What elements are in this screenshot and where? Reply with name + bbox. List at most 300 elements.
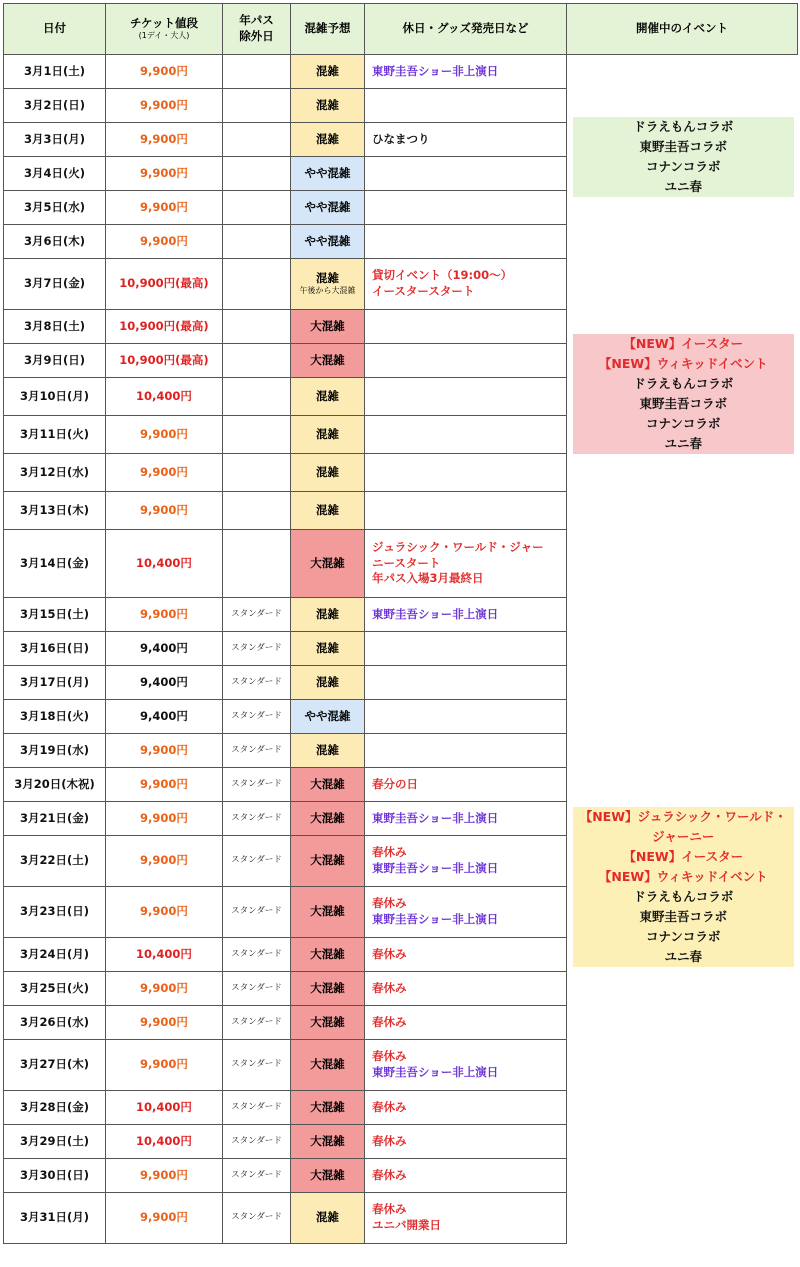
pass-exclusion-cell (223, 1159, 291, 1193)
crowd-forecast-cell (291, 1193, 365, 1244)
pass-text: スタンダード (231, 1212, 282, 1223)
price-cell (106, 1006, 223, 1040)
info-line: イースタースタート (372, 284, 475, 298)
date-cell (4, 123, 106, 157)
date-text: 3月25日(火) (19, 980, 90, 995)
date-cell (4, 802, 106, 836)
pass-text: スタンダード (231, 608, 282, 619)
date-text: 3月24日(月) (19, 946, 90, 961)
crowd-forecast-cell (291, 802, 365, 836)
pass-exclusion-cell (223, 1040, 291, 1091)
pass-exclusion-cell (223, 191, 291, 225)
crowd-level-text: 混雑 (316, 640, 339, 655)
header-row (4, 4, 798, 55)
header-pass-line2: 除外日 (239, 29, 274, 43)
pass-text: スタンダード (231, 744, 282, 755)
header-crowd (291, 4, 365, 55)
date-cell (4, 259, 106, 310)
header-pass (223, 4, 291, 55)
event-line: コナンコラボ (646, 928, 721, 944)
date-cell (4, 55, 106, 89)
info-cell (365, 700, 567, 734)
crowd-forecast-cell (291, 378, 365, 416)
date-cell (4, 700, 106, 734)
date-cell (4, 310, 106, 344)
crowd-level-text: 混雑 (316, 270, 339, 285)
date-text: 3月7日(金) (23, 276, 85, 291)
crowd-level-text: 大混雑 (310, 853, 345, 868)
info-cell (365, 416, 567, 454)
crowd-level-text: 混雑 (316, 464, 339, 479)
price-cell (106, 1159, 223, 1193)
info-line: ユニバ開業日 (372, 1218, 441, 1232)
price-cell (106, 938, 223, 972)
info-line: 春休み (372, 1167, 407, 1182)
date-cell (4, 734, 106, 768)
info-cell (365, 1193, 567, 1244)
info-line: 春休み (372, 980, 407, 995)
crowd-forecast-cell (291, 492, 365, 530)
date-cell (4, 666, 106, 700)
info-line: 東野圭吾ショー非上演日 (372, 861, 499, 875)
price-text: 9,400円 (140, 640, 188, 655)
crowd-level-text: 大混雑 (310, 980, 345, 995)
date-text: 3月19日(水) (19, 742, 90, 757)
price-text: 9,900円 (140, 426, 188, 441)
date-text: 3月11日(火) (19, 426, 90, 441)
crowd-level-text: 混雑 (316, 131, 339, 146)
price-cell (106, 802, 223, 836)
header-price (106, 4, 223, 55)
pass-exclusion-cell (223, 972, 291, 1006)
price-cell (106, 310, 223, 344)
info-cell (365, 734, 567, 768)
info-cell (365, 378, 567, 416)
date-text: 3月27日(木) (19, 1057, 90, 1072)
pass-exclusion-cell (223, 55, 291, 89)
date-text: 3月14日(金) (19, 555, 90, 570)
crowd-note-text: 午後から大混雑 (299, 286, 356, 296)
date-text: 3月3日(月) (23, 131, 85, 146)
price-text: 9,900円 (140, 1210, 188, 1225)
price-cell (106, 700, 223, 734)
crowd-level-text: 大混雑 (310, 1057, 345, 1072)
event-line: 東野圭吾コラボ (639, 908, 727, 924)
date-cell (4, 530, 106, 598)
info-cell (365, 632, 567, 666)
date-text: 3月22日(土) (19, 853, 90, 868)
info-cell (365, 598, 567, 632)
price-cell (106, 454, 223, 492)
events-box (573, 117, 794, 197)
crowd-forecast-cell (291, 89, 365, 123)
date-text: 3月13日(木) (19, 502, 90, 517)
info-line: 春休み (372, 1202, 407, 1217)
info-line: 東野圭吾ショー非上演日 (372, 63, 499, 78)
date-text: 3月23日(日) (19, 904, 90, 919)
price-cell (106, 492, 223, 530)
price-text: 9,900円 (140, 464, 188, 479)
header-crowd-label: 混雑予想 (304, 21, 351, 36)
crowd-forecast-cell (291, 938, 365, 972)
price-cell (106, 55, 223, 89)
pass-exclusion-cell (223, 836, 291, 887)
pass-exclusion-cell (223, 1193, 291, 1244)
crowd-forecast-cell (291, 310, 365, 344)
date-text: 3月1日(土) (23, 63, 85, 78)
crowd-forecast-cell (291, 734, 365, 768)
price-text: 9,900円 (140, 853, 188, 868)
info-cell (365, 666, 567, 700)
price-text: 10,900円(最高) (119, 276, 209, 291)
info-cell (365, 344, 567, 378)
crowd-level-text: 混雑 (316, 674, 339, 689)
price-text: 10,400円 (136, 1099, 192, 1114)
info-line: 春休み (372, 1014, 407, 1029)
pass-exclusion-cell (223, 123, 291, 157)
info-cell (365, 259, 567, 310)
price-text: 9,900円 (140, 980, 188, 995)
price-cell (106, 972, 223, 1006)
crowd-level-text: 混雑 (316, 426, 339, 441)
crowd-forecast-cell (291, 191, 365, 225)
price-text: 9,400円 (140, 708, 188, 723)
price-text: 9,900円 (140, 606, 188, 621)
info-line: 春分の日 (372, 776, 418, 791)
price-text: 9,900円 (140, 1014, 188, 1029)
info-line: 春休み (372, 1133, 407, 1148)
price-cell (106, 89, 223, 123)
crowd-forecast-cell (291, 123, 365, 157)
crowd-forecast-cell (291, 836, 365, 887)
crowd-level-text: 大混雑 (310, 776, 345, 791)
price-text: 10,900円(最高) (119, 352, 209, 367)
crowd-level-text: 混雑 (316, 606, 339, 621)
price-cell (106, 666, 223, 700)
date-text: 3月21日(金) (19, 810, 90, 825)
info-line: 東野圭吾ショー非上演日 (372, 810, 499, 825)
pass-exclusion-cell (223, 454, 291, 492)
header-price-label: チケット値段 (130, 15, 198, 30)
crowd-forecast-cell (291, 259, 365, 310)
info-line: 春休み (372, 1099, 407, 1114)
crowd-forecast-cell (291, 700, 365, 734)
crowd-forecast-cell (291, 768, 365, 802)
pass-text: スタンダード (231, 1016, 282, 1027)
date-cell (4, 492, 106, 530)
date-text: 3月5日(水) (23, 199, 85, 214)
price-cell (106, 259, 223, 310)
header-pass-line1: 年パス (239, 13, 274, 28)
date-text: 3月26日(水) (19, 1014, 90, 1029)
date-cell (4, 454, 106, 492)
crowd-level-text: やや混雑 (304, 199, 351, 214)
header-info (365, 4, 567, 55)
price-cell (106, 734, 223, 768)
info-cell (365, 768, 567, 802)
pass-exclusion-cell (223, 598, 291, 632)
pass-exclusion-cell (223, 666, 291, 700)
pass-exclusion-cell (223, 157, 291, 191)
price-cell (106, 887, 223, 938)
price-cell (106, 1193, 223, 1244)
price-text: 9,900円 (140, 810, 188, 825)
price-cell (106, 378, 223, 416)
price-text: 10,900円(最高) (119, 318, 209, 333)
crowd-level-text: 大混雑 (310, 1167, 345, 1182)
info-cell (365, 225, 567, 259)
pass-exclusion-cell (223, 887, 291, 938)
pass-exclusion-cell (223, 768, 291, 802)
date-text: 3月16日(日) (19, 640, 90, 655)
pass-text: スタンダード (231, 1059, 282, 1070)
pass-exclusion-cell (223, 734, 291, 768)
crowd-level-text: 混雑 (316, 97, 339, 112)
events-cell (567, 259, 798, 530)
crowd-level-text: 大混雑 (310, 352, 345, 367)
events-box (573, 807, 794, 967)
crowd-level-text: 混雑 (316, 388, 339, 403)
price-text: 10,400円 (136, 555, 192, 570)
pass-exclusion-cell (223, 378, 291, 416)
price-cell (106, 416, 223, 454)
date-cell (4, 1091, 106, 1125)
price-text: 10,400円 (136, 946, 192, 961)
pass-text: スタンダード (231, 812, 282, 823)
price-cell (106, 598, 223, 632)
pass-text: スタンダード (231, 710, 282, 721)
info-cell (365, 89, 567, 123)
pass-exclusion-cell (223, 700, 291, 734)
price-cell (106, 1125, 223, 1159)
crowd-forecast-cell (291, 157, 365, 191)
price-cell (106, 157, 223, 191)
event-line: 【NEW】ウィキッドイベント (598, 868, 768, 884)
info-cell (365, 191, 567, 225)
crowd-level-text: 大混雑 (310, 1014, 345, 1029)
crowd-forecast-cell (291, 887, 365, 938)
info-cell (365, 1040, 567, 1091)
info-cell (365, 1006, 567, 1040)
price-text: 9,900円 (140, 233, 188, 248)
crowd-forecast-cell (291, 1125, 365, 1159)
crowd-forecast-cell (291, 598, 365, 632)
header-info-label: 休日・グッズ発売日など (402, 21, 529, 36)
info-cell (365, 310, 567, 344)
date-text: 3月4日(火) (23, 165, 85, 180)
crowd-calendar-table (3, 3, 798, 1244)
crowd-forecast-cell (291, 416, 365, 454)
table-row (4, 259, 798, 310)
price-cell (106, 123, 223, 157)
crowd-forecast-cell (291, 225, 365, 259)
price-cell (106, 191, 223, 225)
date-text: 3月18日(火) (19, 708, 90, 723)
event-line: コナンコラボ (646, 158, 721, 174)
price-text: 9,900円 (140, 502, 188, 517)
crowd-forecast-cell (291, 1006, 365, 1040)
price-cell (106, 530, 223, 598)
info-line: 春休み (372, 1049, 407, 1064)
price-text: 9,900円 (140, 165, 188, 180)
event-line: ユニ春 (664, 178, 702, 194)
price-text: 10,400円 (136, 388, 192, 403)
date-text: 3月20日(木祝) (14, 776, 95, 791)
crowd-level-text: 大混雑 (310, 810, 345, 825)
date-text: 3月31日(月) (19, 1210, 90, 1225)
date-cell (4, 191, 106, 225)
date-cell (4, 378, 106, 416)
price-text: 9,900円 (140, 199, 188, 214)
pass-text: スタンダード (231, 1135, 282, 1146)
date-cell (4, 1006, 106, 1040)
pass-exclusion-cell (223, 259, 291, 310)
crowd-level-text: 大混雑 (310, 904, 345, 919)
date-text: 3月15日(土) (19, 606, 90, 621)
date-cell (4, 225, 106, 259)
date-cell (4, 887, 106, 938)
price-cell (106, 344, 223, 378)
pass-exclusion-cell (223, 89, 291, 123)
event-line: コナンコラボ (646, 416, 721, 431)
price-cell (106, 836, 223, 887)
info-line: 貸切イベント（19:00～） (372, 268, 513, 283)
info-cell (365, 887, 567, 938)
crowd-level-text: やや混雑 (304, 233, 351, 248)
price-cell (106, 768, 223, 802)
date-cell (4, 157, 106, 191)
pass-text: スタンダード (231, 642, 282, 653)
date-text: 3月29日(土) (19, 1133, 90, 1148)
date-cell (4, 344, 106, 378)
info-line: 春休み (372, 896, 407, 911)
info-cell (365, 530, 567, 598)
table-body (4, 55, 798, 1244)
pass-text: スタンダード (231, 1169, 282, 1180)
pass-exclusion-cell (223, 632, 291, 666)
price-text: 9,900円 (140, 97, 188, 112)
pass-exclusion-cell (223, 310, 291, 344)
price-text: 9,900円 (140, 1057, 188, 1072)
date-cell (4, 598, 106, 632)
info-line: 東野圭吾ショー非上演日 (372, 606, 499, 621)
pass-exclusion-cell (223, 344, 291, 378)
header-events (567, 4, 798, 55)
info-cell (365, 938, 567, 972)
price-cell (106, 225, 223, 259)
price-cell (106, 632, 223, 666)
price-text: 9,900円 (140, 904, 188, 919)
crowd-forecast-cell (291, 666, 365, 700)
event-line: ジャーニー (652, 828, 715, 844)
crowd-forecast-cell (291, 55, 365, 89)
date-cell (4, 89, 106, 123)
date-cell (4, 768, 106, 802)
price-text: 10,400円 (136, 1133, 192, 1148)
crowd-forecast-cell (291, 1159, 365, 1193)
crowd-level-text: 大混雑 (310, 1099, 345, 1114)
price-text: 9,900円 (140, 131, 188, 146)
price-cell (106, 1040, 223, 1091)
crowd-level-text: やや混雑 (304, 165, 351, 180)
crowd-level-text: 混雑 (316, 502, 339, 517)
pass-text: スタンダード (231, 906, 282, 917)
table-row (4, 530, 798, 598)
pass-exclusion-cell (223, 938, 291, 972)
crowd-forecast-cell (291, 972, 365, 1006)
date-cell (4, 632, 106, 666)
info-cell (365, 1091, 567, 1125)
pass-exclusion-cell (223, 530, 291, 598)
info-cell (365, 55, 567, 89)
info-cell (365, 157, 567, 191)
crowd-level-text: 混雑 (316, 63, 339, 78)
date-text: 3月12日(水) (19, 464, 90, 479)
info-cell (365, 836, 567, 887)
pass-text: スタンダード (231, 778, 282, 789)
info-line: 春休み (372, 946, 407, 961)
events-cell (567, 55, 798, 259)
info-line: 東野圭吾ショー非上演日 (372, 1065, 499, 1079)
date-cell (4, 972, 106, 1006)
info-cell (365, 454, 567, 492)
date-text: 3月9日(日) (23, 352, 85, 367)
info-line: 春休み (372, 845, 407, 860)
crowd-level-text: 混雑 (316, 1210, 339, 1225)
event-line: 【NEW】ウィキッドイベント (598, 356, 768, 371)
event-line: 【NEW】イースター (623, 848, 744, 864)
crowd-level-text: やや混雑 (304, 708, 351, 723)
date-cell (4, 1040, 106, 1091)
pass-exclusion-cell (223, 225, 291, 259)
pass-text: スタンダード (231, 1101, 282, 1112)
date-cell (4, 836, 106, 887)
events-box (573, 334, 794, 454)
pass-exclusion-cell (223, 1125, 291, 1159)
date-cell (4, 1159, 106, 1193)
date-cell (4, 1125, 106, 1159)
pass-text: スタンダード (231, 948, 282, 959)
event-line: ドラえもんコラボ (633, 888, 734, 904)
event-line: ユニ春 (664, 436, 702, 451)
crowd-level-text: 大混雑 (310, 946, 345, 961)
crowd-level-text: 大混雑 (310, 555, 345, 570)
pass-exclusion-cell (223, 1006, 291, 1040)
events-cell (567, 530, 798, 1244)
table-row (4, 55, 798, 89)
price-text: 9,400円 (140, 674, 188, 689)
info-line: ニースタート (372, 555, 441, 570)
header-date (4, 4, 106, 55)
event-line: 【NEW】イースター (623, 336, 744, 351)
info-cell (365, 123, 567, 157)
crowd-forecast-cell (291, 344, 365, 378)
info-cell (365, 972, 567, 1006)
header-date-label: 日付 (43, 21, 66, 36)
crowd-level-text: 大混雑 (310, 318, 345, 333)
crowd-level-text: 大混雑 (310, 1133, 345, 1148)
pass-text: スタンダード (231, 855, 282, 866)
date-text: 3月8日(土) (23, 318, 85, 333)
pass-text: スタンダード (231, 982, 282, 993)
header-price-sub: (1デイ・大人) (138, 31, 190, 41)
pass-exclusion-cell (223, 416, 291, 454)
price-text: 9,900円 (140, 63, 188, 78)
event-line: 東野圭吾コラボ (639, 138, 727, 154)
pass-exclusion-cell (223, 492, 291, 530)
date-text: 3月30日(日) (19, 1167, 90, 1182)
pass-text: スタンダード (231, 676, 282, 687)
